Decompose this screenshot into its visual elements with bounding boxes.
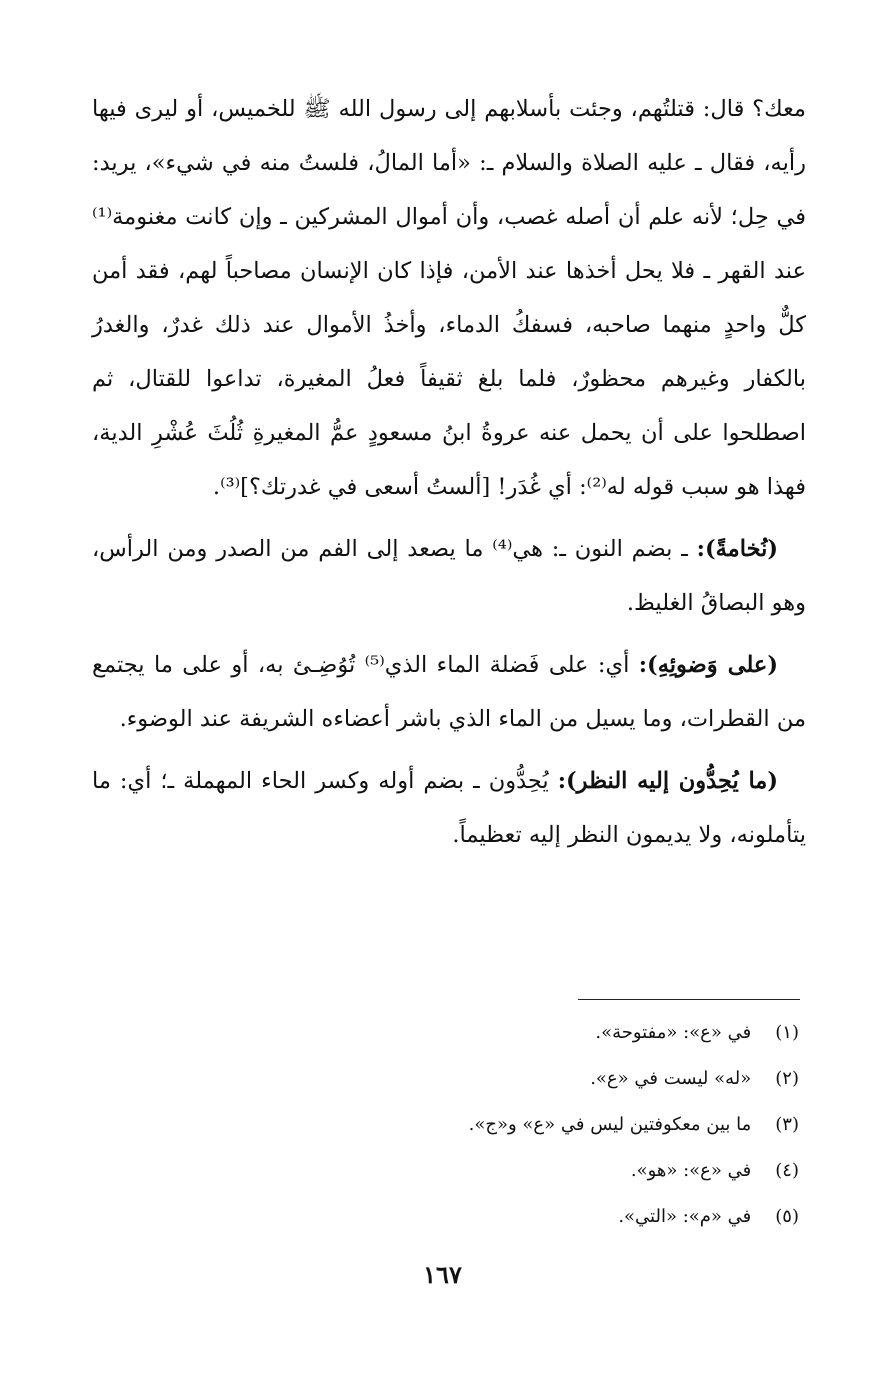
paragraph-4 <box>92 754 806 862</box>
footnote-text: ما بين معكوفتين ليس في «ع» و«ج». <box>468 1114 752 1135</box>
footnote-text: في «م»: «التي». <box>618 1206 752 1227</box>
paragraph-2-text: ـ بضم النون ـ: هي⁽⁴⁾ ما يصعد إلى الفم من الصدر ومن الرأس، وهو البصاقُ الغليظ. <box>92 536 806 616</box>
paragraph-3 <box>92 638 806 746</box>
footnote-text: في «ع»: «هو». <box>630 1160 752 1181</box>
footnotes <box>79 1010 799 1240</box>
footnote-3 <box>79 1102 799 1148</box>
main-text <box>92 82 806 870</box>
footnote-2 <box>79 1056 799 1102</box>
footnote-text: «له» ليست في «ع». <box>590 1068 752 1089</box>
paragraph-4-text: يُحِدُّون ـ بضم أوله وكسر الحاء المهملة ـ؛ أي: ما يتأملونه، ولا يديمون النظر إليه تعظيماً. <box>92 768 806 848</box>
paragraph-3-term: (على وَضوئِهِ): <box>638 652 778 678</box>
footnote-5 <box>79 1194 799 1240</box>
footnote-1 <box>79 1010 799 1056</box>
footnote-number: (١) <box>775 1022 799 1043</box>
footnote-4 <box>79 1148 799 1194</box>
footnote-text: في «ع»: «مفتوحة». <box>595 1022 752 1043</box>
footnote-separator <box>578 999 800 1000</box>
footnote-number: (٥) <box>775 1206 799 1227</box>
paragraph-2 <box>92 522 806 630</box>
page-number: ١٦٧ <box>423 1260 462 1289</box>
paragraph-1 <box>92 82 806 514</box>
paragraph-4-term: (ما يُحِدُّون إليه النظر): <box>557 768 778 794</box>
footnote-number: (٣) <box>775 1114 799 1135</box>
paragraph-2-term: (نُخامةً): <box>696 536 778 562</box>
footnote-number: (٢) <box>775 1068 799 1089</box>
paragraph-1-text: معك؟ قال: قتلتُهم، وجئت بأسلابهم إلى رسول الله ﷺ للخميس، أو ليرى فيها رأيه، فقال ـ عليه الصلاة والسلام ـ: «أما المالُ، فلستُ منه في شيء»، يريد: في حِل؛ لأنه علم أن أصله غصب، وأن أموال المشركين ـ وإن كانت مغنومة⁽¹⁾ عند القهر ـ فلا يحل أخذها عند الأمن، فإذا كان الإنسان مصاحباً لهم، فقد أمن كلٌّ واحدٍ منهما صاحبه، فسفكُ الدماء، وأخذُ الأموال عند ذلك غدرٌ، والغدرُ بالكفار وغيرهم محظورٌ، فلما بلغ ثقيفاً فعلُ المغيرة، تداعوا للقتال، ثم اصطلحوا على أن يحمل عنه عروةُ ابنُ مسعودٍ عمُّ المغيرةِ ثُلُثَ عُشْرِ الدية، فهذا هو سبب قوله له⁽²⁾: أي غُدَر! [ألستُ أسعى في غدرتك؟]⁽³⁾. <box>92 96 806 500</box>
paragraph-3-text: أي: على فَضلة الماء الذي⁽⁵⁾ تُوُضِـئ به، أو على ما يجتمع من القطرات، وما يسيل من الماء الذي باشر أعضاءه الشريفة عند الوضوء. <box>92 652 806 732</box>
footnote-number: (٤) <box>775 1160 799 1181</box>
